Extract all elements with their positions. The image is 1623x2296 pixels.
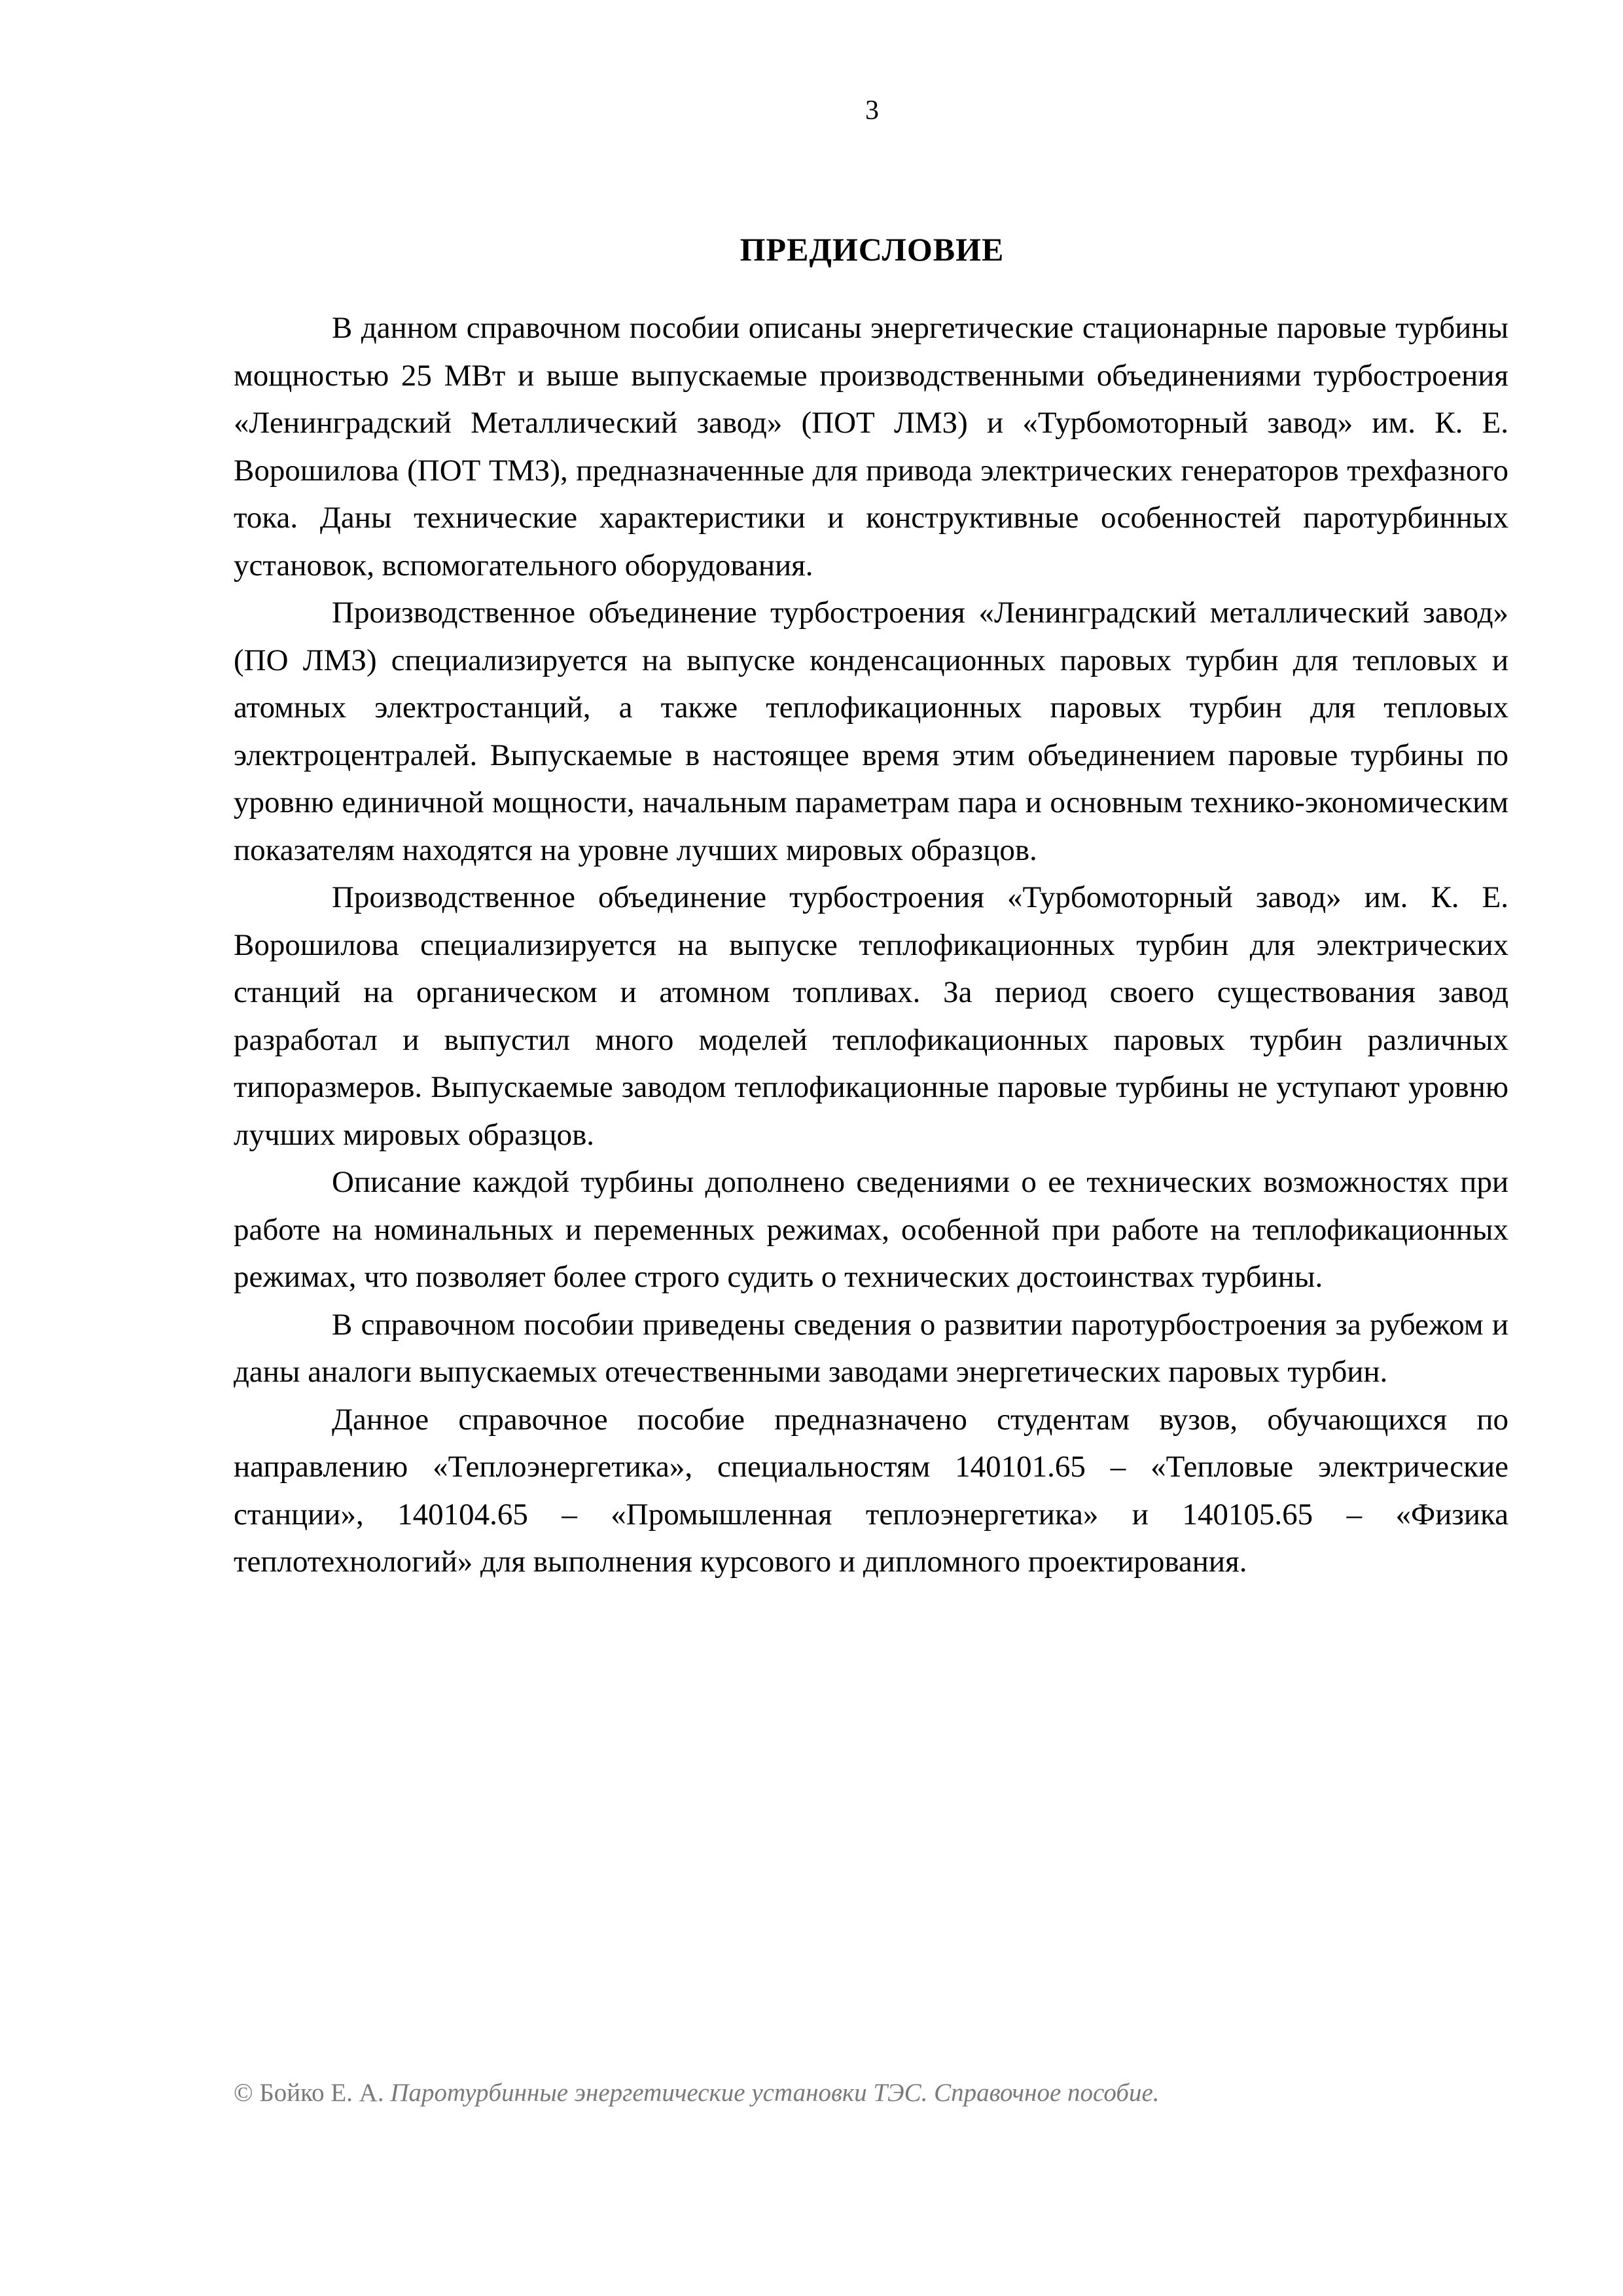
body-text bbox=[234, 304, 1508, 1586]
paragraph-intro: В данном справочном пособии описаны энергетические стационарные паровые турбины мощностью 25 МВт и выше выпускаемые производственными объединениями турбостроения «Ленинградский Металлический завод» (ПОТ ЛМЗ) и «Турбомоторный завод» им. К. Е. Ворошилова (ПОТ ТМЗ), предназначенные для привода электрических генераторов трехфазного тока. Даны технические характеристики и конструктивные особенностей паротурбинных установок, вспомогательного оборудования. bbox=[234, 311, 1508, 583]
page-footer bbox=[234, 2078, 1160, 2108]
page-title: ПРЕДИСЛОВИЕ bbox=[740, 231, 1005, 268]
paragraph-audience: Данное справочное пособие предназначено студентам вузов, обучающихся по направлению «Теплоэнергетика», специальностям 140101.65 – «Тепловые электрические станции», 140104.65 – «Промышленная теплоэнергетика» и 140105.65 – «Физика теплотехнологий» для выполнения курсового и дипломного проектирования. bbox=[234, 1402, 1508, 1579]
page-number: 3 bbox=[865, 96, 879, 126]
paragraph-tmz: Производственное объединение турбостроения «Турбомоторный завод» им. К. Е. Ворошилова специализируется на выпуске теплофикационных турбин для электрических станций на органическом и атомном топливах. За период своего существования завод разработал и выпустил много моделей теплофикационных паровых турбин различных типоразмеров. Выпускаемые заводом теплофикационные паровые турбины не уступают уровню лучших мировых образцов. bbox=[234, 880, 1508, 1152]
paragraph-foreign: В справочном пособии приведены сведения о развитии паротурбостроения за рубежом и даны аналоги выпускаемых отечественными заводами энергетических паровых турбин. bbox=[234, 1307, 1508, 1389]
footer-author: © Бойко Е. А. bbox=[234, 2079, 384, 2107]
paragraph-description: Описание каждой турбины дополнено сведениями о ее технических возможностях при работе на номинальных и переменных режимах, особенной при работе на теплофикационных режимах, что позволяет более строго судить о технических достоинствах турбины. bbox=[234, 1165, 1508, 1294]
paragraph-lmz: Производственное объединение турбостроения «Ленинградский металлический завод» (ПО ЛМЗ) специализируется на выпуске конденсационных паровых турбин для тепловых и атомных электростанций, а также теплофикационных паровых турбин для тепловых электроцентралей. Выпускаемые в настоящее время этим объединением паровые турбины по уровню единичной мощности, начальным параметрам пара и основным технико-экономическим показателям находятся на уровне лучших мировых образцов. bbox=[234, 596, 1508, 867]
footer-title: Паротурбинные энергетические установки ТЭС. Справочное пособие. bbox=[390, 2079, 1160, 2107]
